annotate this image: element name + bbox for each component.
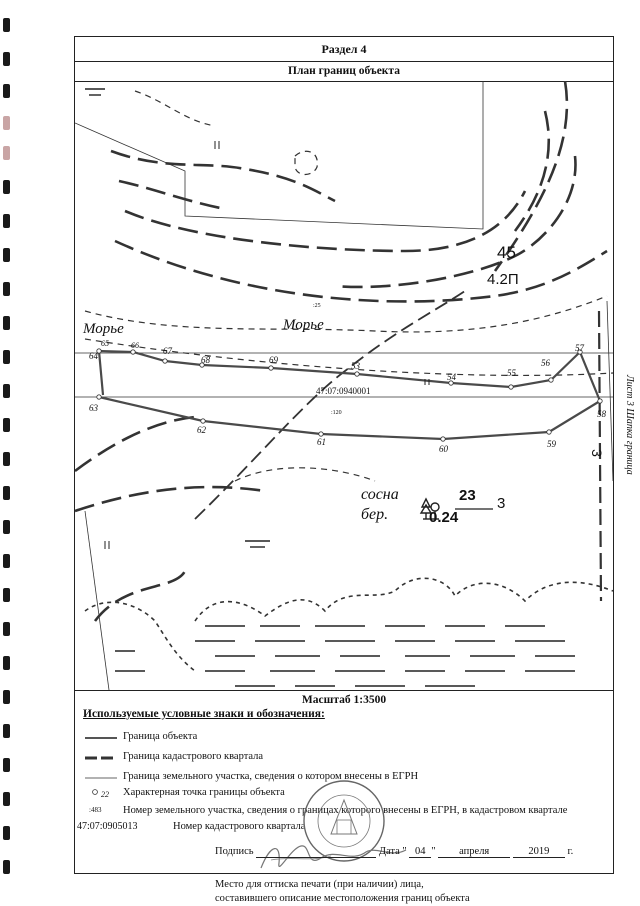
- point-code: 22: [101, 790, 109, 799]
- quarter-boundary-symbol: [83, 750, 119, 766]
- date-year: 2019: [513, 846, 565, 858]
- binding-hole: [3, 724, 10, 738]
- binding-hole: [3, 486, 10, 500]
- binding-strip: [0, 0, 24, 905]
- binding-hole: [3, 84, 10, 98]
- sea-label-left: Морье: [83, 321, 124, 337]
- point-label: 62: [197, 425, 206, 435]
- binding-hole: [3, 350, 10, 364]
- forest-species-1: сосна: [361, 486, 399, 503]
- point-label: 60: [439, 444, 448, 454]
- signature-date-line: Подпись Дата " 04 " апреля 2019 г.: [215, 846, 574, 857]
- legend-item-text: Граница земельного участка, сведения о котором внесены в ЕГРН: [123, 771, 419, 782]
- plan-subtitle: План границ объекта: [75, 61, 613, 82]
- binding-hole: [3, 860, 10, 874]
- binding-hole: [3, 656, 10, 670]
- plot-code-symbol: :483: [89, 806, 102, 814]
- legend-item-text: Характерная точка границы объекта: [123, 787, 285, 798]
- forest-num-top: 23: [459, 487, 476, 504]
- binding-hole: [3, 452, 10, 466]
- point-label: 65: [101, 339, 109, 348]
- map-scale: Масштаб 1:3500: [301, 694, 387, 706]
- binding-hole: [3, 418, 10, 432]
- plot-code: :120: [331, 410, 342, 416]
- date-suffix: г.: [567, 846, 574, 857]
- point-label: 67: [163, 346, 172, 356]
- point-label: 53: [351, 361, 360, 371]
- date-month: апреля: [438, 846, 510, 858]
- point-label: 61: [317, 437, 326, 447]
- point-label: 64: [89, 351, 98, 361]
- binding-hole: [3, 52, 10, 66]
- forest-num-bottom: 0.24: [429, 509, 459, 526]
- legend-item-text: Номер кадастрового квартала: [173, 821, 306, 832]
- signature-label: Подпись: [215, 846, 254, 857]
- legend-title: Используемые условные знаки и обозначения:: [83, 708, 325, 720]
- point-label: 63: [89, 403, 98, 413]
- binding-hole: [3, 146, 10, 160]
- stamp-place-line: Место для оттиска печати (при наличии) лица,: [215, 879, 424, 890]
- signature-blank: [256, 846, 376, 858]
- legend-item-text: Граница кадастрового квартала: [123, 751, 264, 762]
- point-label: 59: [547, 439, 556, 449]
- date-label: Дата ": [378, 846, 407, 857]
- point-label: 66: [131, 341, 139, 350]
- binding-hole: [3, 690, 10, 704]
- binding-hole: [3, 384, 10, 398]
- binding-hole: [3, 18, 10, 32]
- binding-hole: [3, 214, 10, 228]
- binding-hole: [3, 554, 10, 568]
- point-label: 68: [201, 355, 210, 365]
- legend-area: [75, 690, 613, 904]
- binding-hole: [3, 316, 10, 330]
- binding-hole: [3, 248, 10, 262]
- stamp-place-line: составившего описание местоположения границ объекта: [215, 893, 470, 904]
- point-label: 56: [541, 358, 550, 368]
- point-label: 57: [575, 343, 584, 353]
- legend-item-text: Номер земельного участка, сведения о границах которого внесены в ЕГРН, в кадастровом квартале: [123, 805, 568, 816]
- stamp-place-note: [215, 878, 470, 906]
- quarter-boundaries: [75, 81, 607, 621]
- binding-hole: [3, 758, 10, 772]
- point-label: 55: [507, 368, 516, 378]
- date-day: 04: [409, 846, 431, 858]
- sea-label-center: Морье: [283, 317, 324, 333]
- marsh-outline: [195, 578, 613, 621]
- binding-hole: [3, 282, 10, 296]
- boundary-map: [75, 81, 613, 691]
- binding-hole: [3, 588, 10, 602]
- right-marker: 3: [588, 449, 605, 457]
- quarter-code: 47:07:0905013: [77, 821, 138, 832]
- point-label: 69: [269, 355, 278, 365]
- road-line: [195, 291, 465, 519]
- forest-number-top: 45: [497, 243, 516, 262]
- object-boundary-symbol: [83, 730, 119, 746]
- signature-scribble: [251, 838, 411, 878]
- binding-hole: [3, 622, 10, 636]
- binding-hole: [3, 520, 10, 534]
- legend-item-text: Граница объекта: [123, 731, 198, 742]
- small-code: :25: [313, 303, 321, 309]
- side-note: Лист 3 Шапка граница: [624, 375, 635, 475]
- binding-hole: [3, 792, 10, 806]
- point-label: 58: [597, 409, 606, 419]
- document-sheet: [74, 36, 614, 904]
- binding-hole: [3, 826, 10, 840]
- forest-sub: 3: [497, 495, 506, 512]
- forest-species-2: бер.: [361, 506, 389, 523]
- section-title: Раздел 4: [75, 37, 613, 62]
- binding-hole: [3, 116, 10, 130]
- binding-hole: [3, 180, 10, 194]
- point-label: 54: [447, 372, 456, 382]
- parcel-boundary-symbol: [83, 770, 119, 786]
- parcel-label: 47:07:0940001: [316, 386, 371, 396]
- forest-number-bottom: 4.2П: [487, 271, 519, 288]
